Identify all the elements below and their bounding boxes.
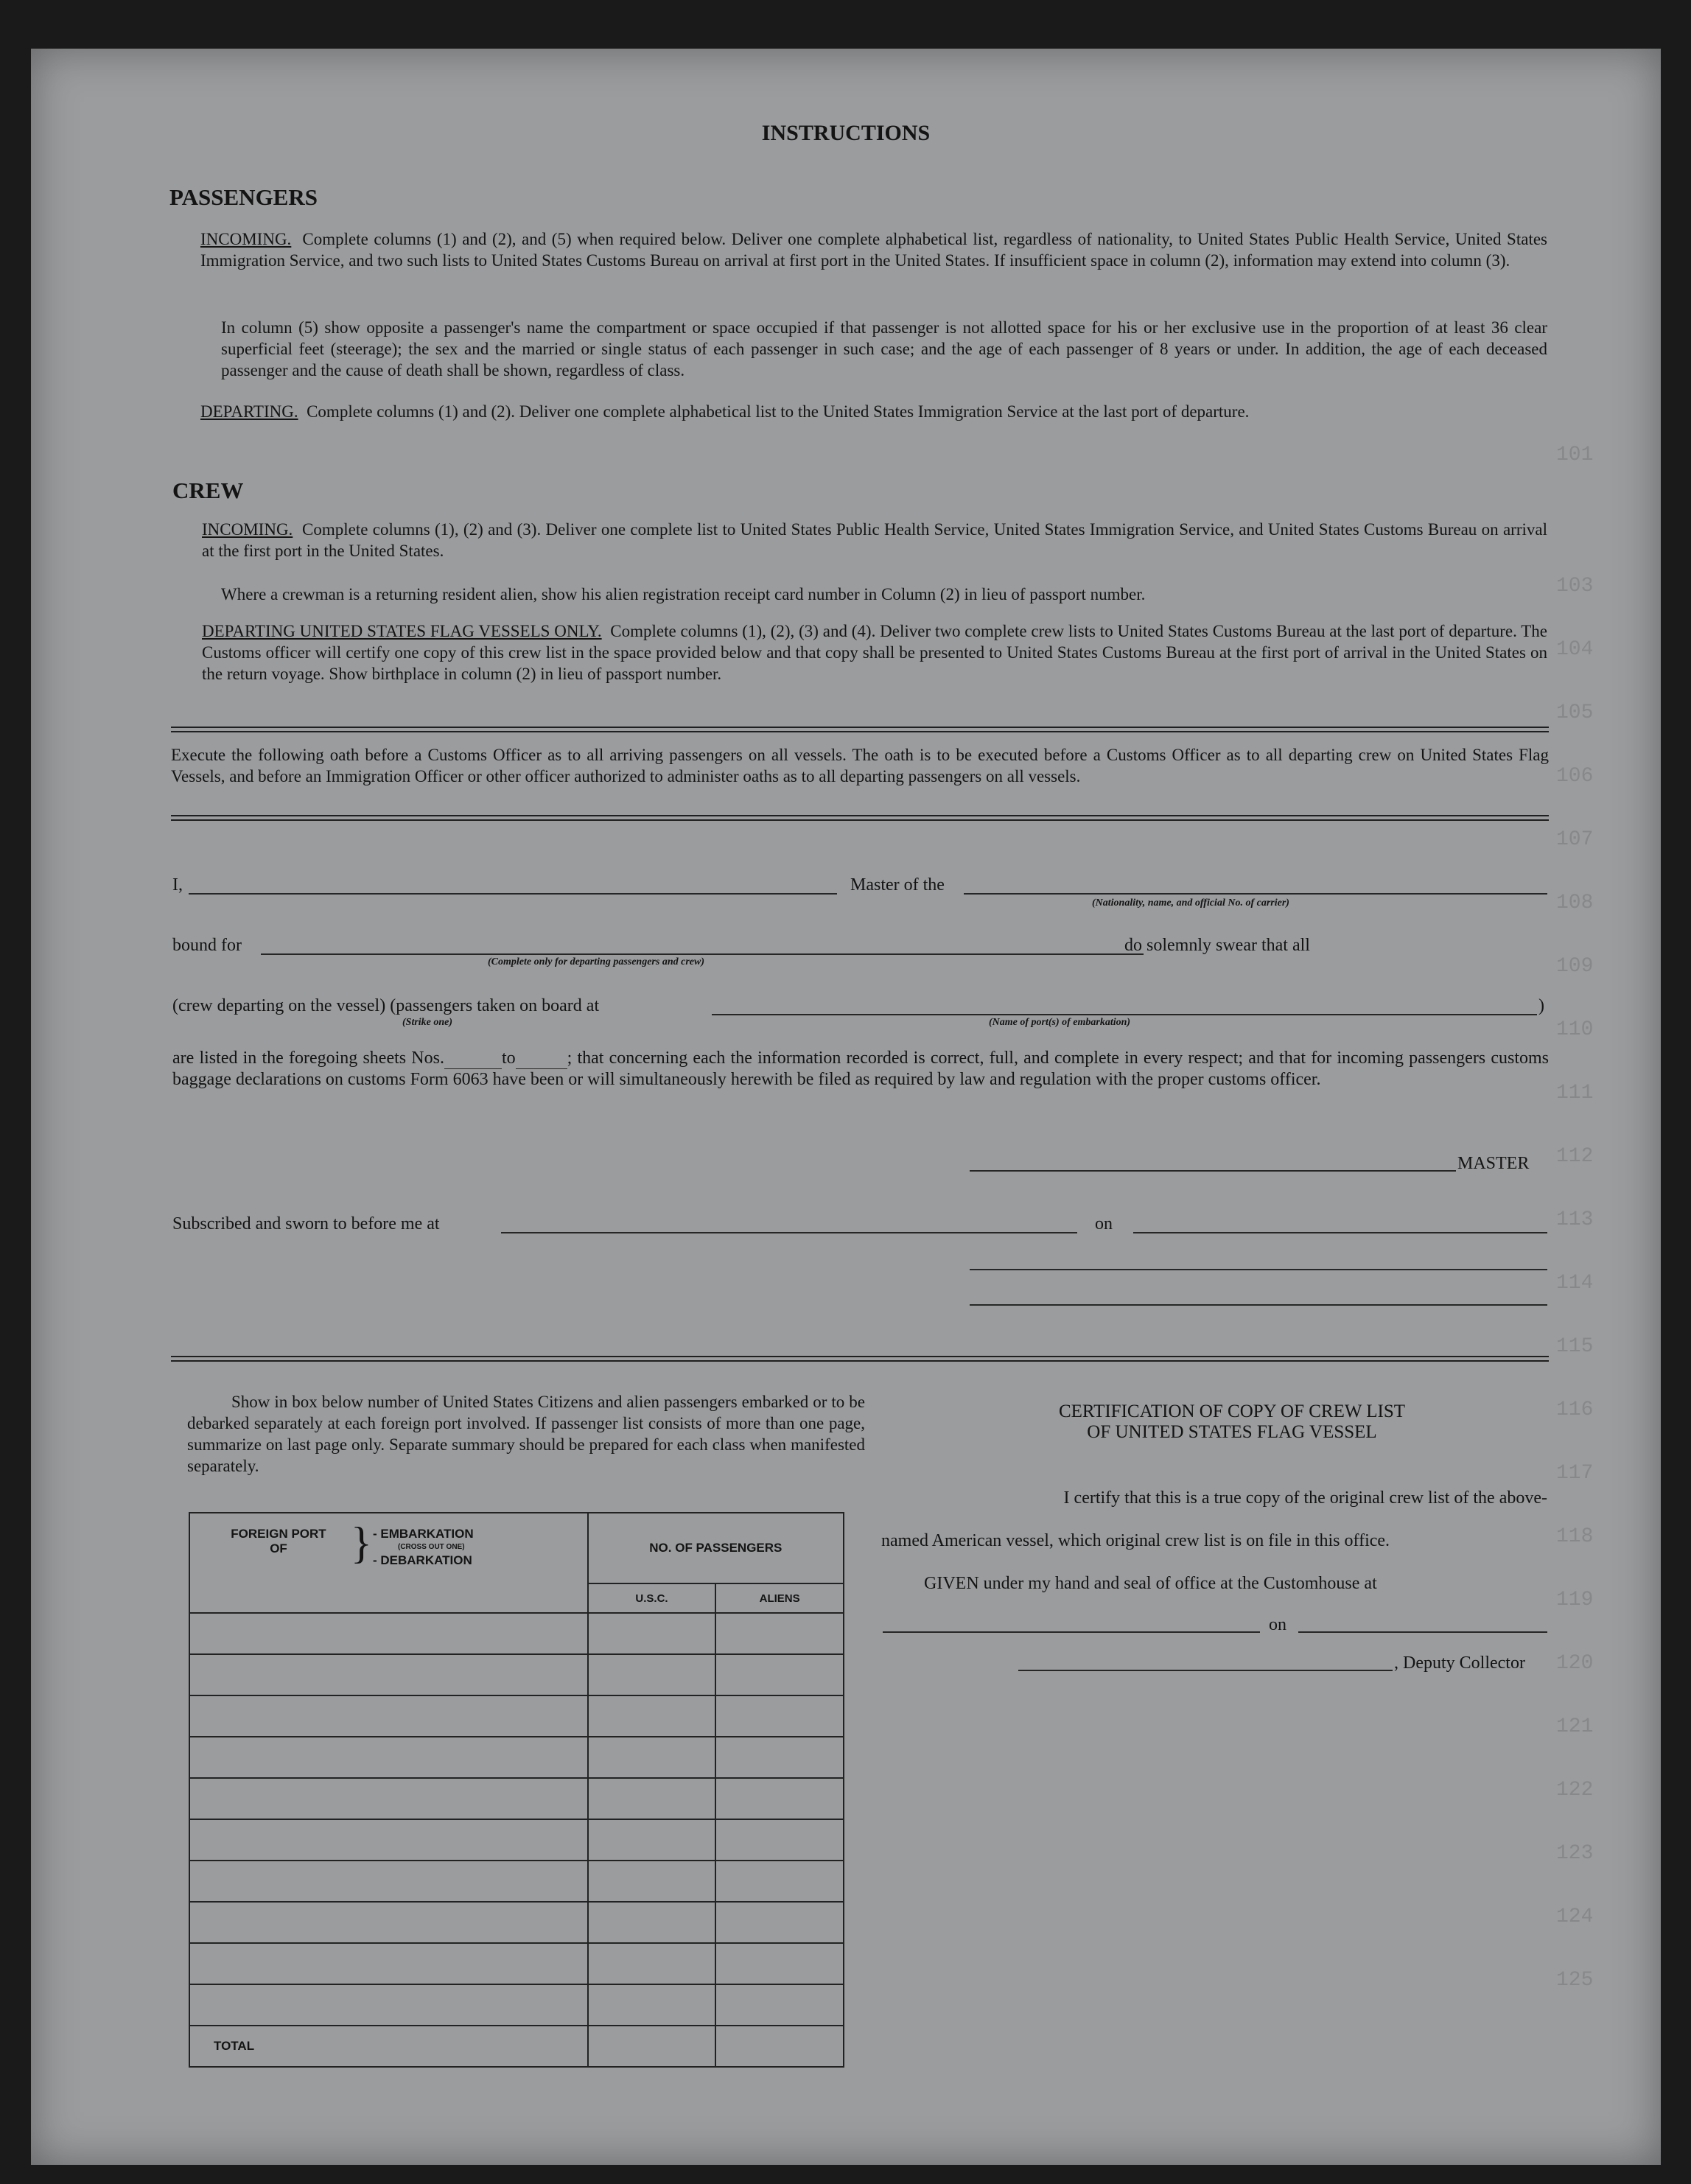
passengers-departing-label: DEPARTING. xyxy=(200,402,298,421)
aliens-total-cell[interactable] xyxy=(715,2026,844,2067)
embarkation-ports-field[interactable] xyxy=(712,1014,1537,1015)
embarkation-label: - EMBARKATION xyxy=(373,1527,474,1541)
port-cell[interactable] xyxy=(189,1861,588,1902)
divider-rule xyxy=(171,815,1549,816)
divider-rule xyxy=(171,1360,1549,1362)
oath-intro: Execute the following oath before a Customs Officer as to all arriving passengers on all vessels. The oath is to be executed before a Customs Officer as to all departing crew on United States Flag Vessels, and before an Immigration Officer or other officer authorized to administer oaths as to all departing passengers on all vessels. xyxy=(171,746,1549,785)
crew-incoming-paragraph xyxy=(202,519,1547,561)
port-cell[interactable] xyxy=(189,1943,588,1984)
certification-title xyxy=(915,1401,1549,1443)
sworn-place-field[interactable] xyxy=(501,1232,1077,1233)
certification-title-line2: OF UNITED STATES FLAG VESSEL xyxy=(1087,1422,1377,1442)
usc-total-cell[interactable] xyxy=(588,2026,716,2067)
deputy-signature-field[interactable] xyxy=(1018,1670,1393,1671)
officer-signature-field[interactable] xyxy=(970,1269,1547,1270)
certify-line1: I certify that this is a true copy of the original crew list of the above- xyxy=(1063,1488,1547,1508)
sworn-date-field[interactable] xyxy=(1133,1232,1547,1233)
carrier-note: (Nationality, name, and official No. of carrier) xyxy=(1092,897,1289,909)
crew-incoming-text: Complete columns (1), (2) and (3). Deliver one complete list to United States Public Health Service, United States Immigration Service, and United States Customs Bureau on arrival at the first port in the United States. xyxy=(202,520,1547,560)
page-title: INSTRUCTIONS xyxy=(761,121,931,145)
passengers-incoming-text: Complete columns (1) and (2), and (5) when required below. Deliver one complete alphabetical list, regardless of nationality, to United States Public Health Service, United States Immigration Service, and two such lists to United States Customs Bureau on arrival at first port in the United States. If insufficient space in column (2), information may extend into column (3). xyxy=(200,230,1547,270)
crew-departing-text: Complete columns (1), (2), (3) and (4). Deliver two complete crew lists to United States Customs Bureau at the last port of departure. The Customs officer will certify one copy of this crew list in the space provided below and that copy shall be presented to United States Customs Bureau at the first port of arrival in the United States on the return voyage. Show birthplace in column (2) in lieu of passport number. xyxy=(202,622,1548,683)
divider-rule xyxy=(171,727,1549,728)
usc-header: U.S.C. xyxy=(588,1583,716,1613)
crew-alien-paragraph: Where a crewman is a returning resident alien, show his alien registration receipt card number in Column (2) in lieu of passport number. xyxy=(221,585,1146,603)
aliens-cell[interactable] xyxy=(715,1984,844,2026)
passengers-incoming-paragraph xyxy=(200,228,1547,271)
total-label: TOTAL xyxy=(189,2026,588,2067)
port-cell[interactable] xyxy=(189,1654,588,1695)
usc-cell[interactable] xyxy=(588,1695,716,1737)
usc-cell[interactable] xyxy=(588,1613,716,1654)
bound-for-note: (Complete only for departing passengers and crew) xyxy=(488,956,704,967)
aliens-cell[interactable] xyxy=(715,1902,844,1943)
cert-date-field[interactable] xyxy=(1298,1631,1547,1633)
customhouse-field[interactable] xyxy=(883,1631,1260,1633)
port-cell[interactable] xyxy=(189,1902,588,1943)
brace-glyph: } xyxy=(351,1519,372,1567)
usc-cell[interactable] xyxy=(588,1737,716,1778)
usc-cell[interactable] xyxy=(588,1654,716,1695)
foreign-port-label: FOREIGN PORT OF xyxy=(231,1527,326,1555)
passengers-column5-paragraph: In column (5) show opposite a passenger's name the compartment or space occupied if that passenger is not allotted space for his or her exclusive use in the proportion of at least 36 clear superficial feet (steerage); the sex and the married or single status of each passenger in such case; and the age of each passenger of 8 years or under. In addition, the age of each deceased passenger and the cause of death shall be shown, regardless of class. xyxy=(221,318,1547,379)
bound-for-field[interactable] xyxy=(261,953,1144,955)
port-cell[interactable] xyxy=(189,1613,588,1654)
aliens-cell[interactable] xyxy=(715,1943,844,1984)
close-paren: ) xyxy=(1538,996,1544,1015)
passengers-departing-text: Complete columns (1) and (2). Deliver one complete alphabetical list to the United States Immigration Service at the last port of departure. xyxy=(307,402,1250,421)
subscribed-label: Subscribed and sworn to before me at xyxy=(172,1214,440,1233)
aliens-cell[interactable] xyxy=(715,1654,844,1695)
debarkation-label: - DEBARKATION xyxy=(373,1553,472,1567)
listed-text-a: are listed in the foregoing sheets Nos. xyxy=(172,1049,444,1068)
form-page: 101 103 104 105 106 107 108 109 110 111 112 113 114 115 116 117 118 119 120 121 122 123 124 125 INSTRUCTIONS PASSENGERS INCOMING. Complete columns (1) and (2), and (5) when required below. Deliver one complete alphabetical list, regardless of nationality, to United States Public Health Service, United States Immigration Service, and two such lists to United States Customs Bureau on arrival at first port in the United States. If insufficient space in column (2), information may extend into column (3). In column (5) show opposite a passenger's name the compartment or space occupied if that passenger is not allotted space for his or her exclusive use in the proportion of at least 36 clear superficial feet (steerage); the sex and the married or single status of each passenger in such case; and the age of each passenger of 8 years or under. In addition, the age of each deceased passenger and the cause of death shall be shown, regardless of class. DEPARTING. Complete columns (1) and (2). Deliver one complete alphabetical list to the United States Immigration Service at the last port of departure. CREW INCOMING. Complete columns (1), (2) and (3). Deliver one complete list to United States Public Health Service, United States Immigration Service, and United States Customs Bureau on arrival at the first port in the United States. Where a crewman is a returning resident alien, show his alien registration receipt card number in Column (2) in lieu of passport number. DEPARTING UNITED STATES FLAG VESSELS ONLY. Complete columns (1), (2), (3) and (4). Deliver two complete crew lists to United States Customs Bureau at the last port of departure. The Customs officer will certify one copy of this crew list in the space provided below and that copy shall be presented to United States Customs Bureau at the first port of arrival in the United States on the return voyage. Show birthplace in column (2) in lieu of passport number. Execute the following oath before a Customs Officer as to all arriving passengers on all vessels. The oath is to be executed before a Customs Officer as to all departing crew on United States Flag Vessels, and before an Immigration Officer or other officer authorized to administer oaths as to all departing passengers on all vessels. I, Master of the (Nationality, name, and official No. of carrier) bound for (Complete only for departing passengers and crew) do solemnly swear that all (crew departing on the vessel) (passengers taken on board at ) (Strike one) (Name of port(s) of embarkation) are listed in the foregoing sheets Nos. to ; that concerning each the information recorded is correct, full, and complete in every respect; and that for incoming passengers customs baggage declarations on customs Form 6063 have been or will simultaneously herewith be filed as required by law and regulation with the proper customs officer. MASTER Subscribed and sworn to before me at on Show in box below number of United States Citizens and alien passengers embarked or to be debarked separately at each foreign port involved. If passenger list consists of more than one page, summarize on last page only. Separate summary should be prepared for each class when manifested separately. FOREIGN PORT OF } - EMBARKATION (CROSS OUT ONE) - DEBARKATION NO. OF PASSENGERS U.S.C. ALIENS TOTAL CERTIFICATION OF COPY OF CREW LIST OF UNITED STATES FLAG VESSEL I certify that this is a true copy of the original crew list of the above- named American vessel, which original crew list is on file in this office. GIVEN under my hand and seal of office at the Customhouse at on , Deputy Collector xyxy=(31,49,1661,2165)
master-name-field[interactable] xyxy=(189,893,837,895)
master-of-the-label: Master of the xyxy=(850,875,945,895)
sheet-from-field[interactable] xyxy=(444,1048,502,1069)
passengers-departing-paragraph xyxy=(200,401,1547,422)
usc-cell[interactable] xyxy=(588,1984,716,2026)
port-cell[interactable] xyxy=(189,1984,588,2026)
strike-one-note: (Strike one) xyxy=(402,1017,453,1028)
divider-rule xyxy=(171,731,1549,732)
usc-cell[interactable] xyxy=(588,1902,716,1943)
carrier-field[interactable] xyxy=(964,893,1547,895)
aliens-cell[interactable] xyxy=(715,1737,844,1778)
listed-to: to xyxy=(501,1049,516,1068)
usc-cell[interactable] xyxy=(588,1861,716,1902)
port-cell[interactable] xyxy=(189,1737,588,1778)
master-signature-field[interactable] xyxy=(970,1170,1456,1172)
certification-title-line1: CERTIFICATION OF COPY OF CREW LIST xyxy=(1058,1401,1406,1421)
aliens-cell[interactable] xyxy=(715,1613,844,1654)
usc-cell[interactable] xyxy=(588,1778,716,1819)
listed-paragraph xyxy=(172,1048,1549,1090)
crew-departing-paragraph xyxy=(202,620,1547,685)
officer-title-field[interactable] xyxy=(970,1304,1547,1306)
crew-passengers-label: (crew departing on the vessel) (passengers taken on board at xyxy=(172,996,600,1015)
aliens-header: ALIENS xyxy=(715,1583,844,1613)
divider-rule xyxy=(171,1356,1549,1357)
swear-label: do solemnly swear that all xyxy=(1124,936,1310,955)
cross-out-note: (CROSS OUT ONE) xyxy=(398,1543,465,1551)
certify-line2: named American vessel, which original crew list is on file in this office. xyxy=(881,1531,1390,1550)
sheet-to-field[interactable] xyxy=(516,1048,567,1069)
oath-i: I, xyxy=(172,875,183,895)
crew-heading: CREW xyxy=(172,477,244,503)
no-passengers-header: NO. OF PASSENGERS xyxy=(588,1513,844,1583)
usc-cell[interactable] xyxy=(588,1819,716,1861)
listed-text-b: ; that concerning each the information recorded is correct, full, and complete in every respect; and that for incoming passengers customs baggage declarations on customs Form 6063 have been or will simultaneously herewith be filed as required by law and regulation with the proper customs officer. xyxy=(172,1049,1549,1089)
master-label: MASTER xyxy=(1457,1154,1530,1173)
aliens-cell[interactable] xyxy=(715,1695,844,1737)
summary-instructions: Show in box below number of United States Citizens and alien passengers embarked or to be debarked separately at each foreign port involved. If passenger list consists of more than one page, summarize on last page only. Separate summary should be prepared for each class when manifested separately. xyxy=(187,1393,865,1475)
deputy-collector-label: , Deputy Collector xyxy=(1394,1653,1525,1673)
passenger-summary-table xyxy=(189,1512,844,2068)
sworn-on-label: on xyxy=(1095,1214,1113,1233)
passengers-heading: PASSENGERS xyxy=(169,184,318,210)
aliens-cell[interactable] xyxy=(715,1819,844,1861)
given-label: GIVEN under my hand and seal of office at the Customhouse at xyxy=(924,1574,1377,1593)
crew-incoming-label: INCOMING. xyxy=(202,520,293,539)
port-header-cell xyxy=(189,1513,588,1613)
bound-for-label: bound for xyxy=(172,936,242,955)
ports-note: (Name of port(s) of embarkation) xyxy=(989,1017,1131,1028)
aliens-cell[interactable] xyxy=(715,1861,844,1902)
aliens-cell[interactable] xyxy=(715,1778,844,1819)
passengers-incoming-label: INCOMING. xyxy=(200,230,292,248)
cert-on-label: on xyxy=(1269,1615,1286,1634)
port-cell[interactable] xyxy=(189,1819,588,1861)
crew-departing-label: DEPARTING UNITED STATES FLAG VESSELS ONLY. xyxy=(202,622,602,640)
divider-rule xyxy=(171,819,1549,821)
port-cell[interactable] xyxy=(189,1778,588,1819)
usc-cell[interactable] xyxy=(588,1943,716,1984)
port-cell[interactable] xyxy=(189,1695,588,1737)
